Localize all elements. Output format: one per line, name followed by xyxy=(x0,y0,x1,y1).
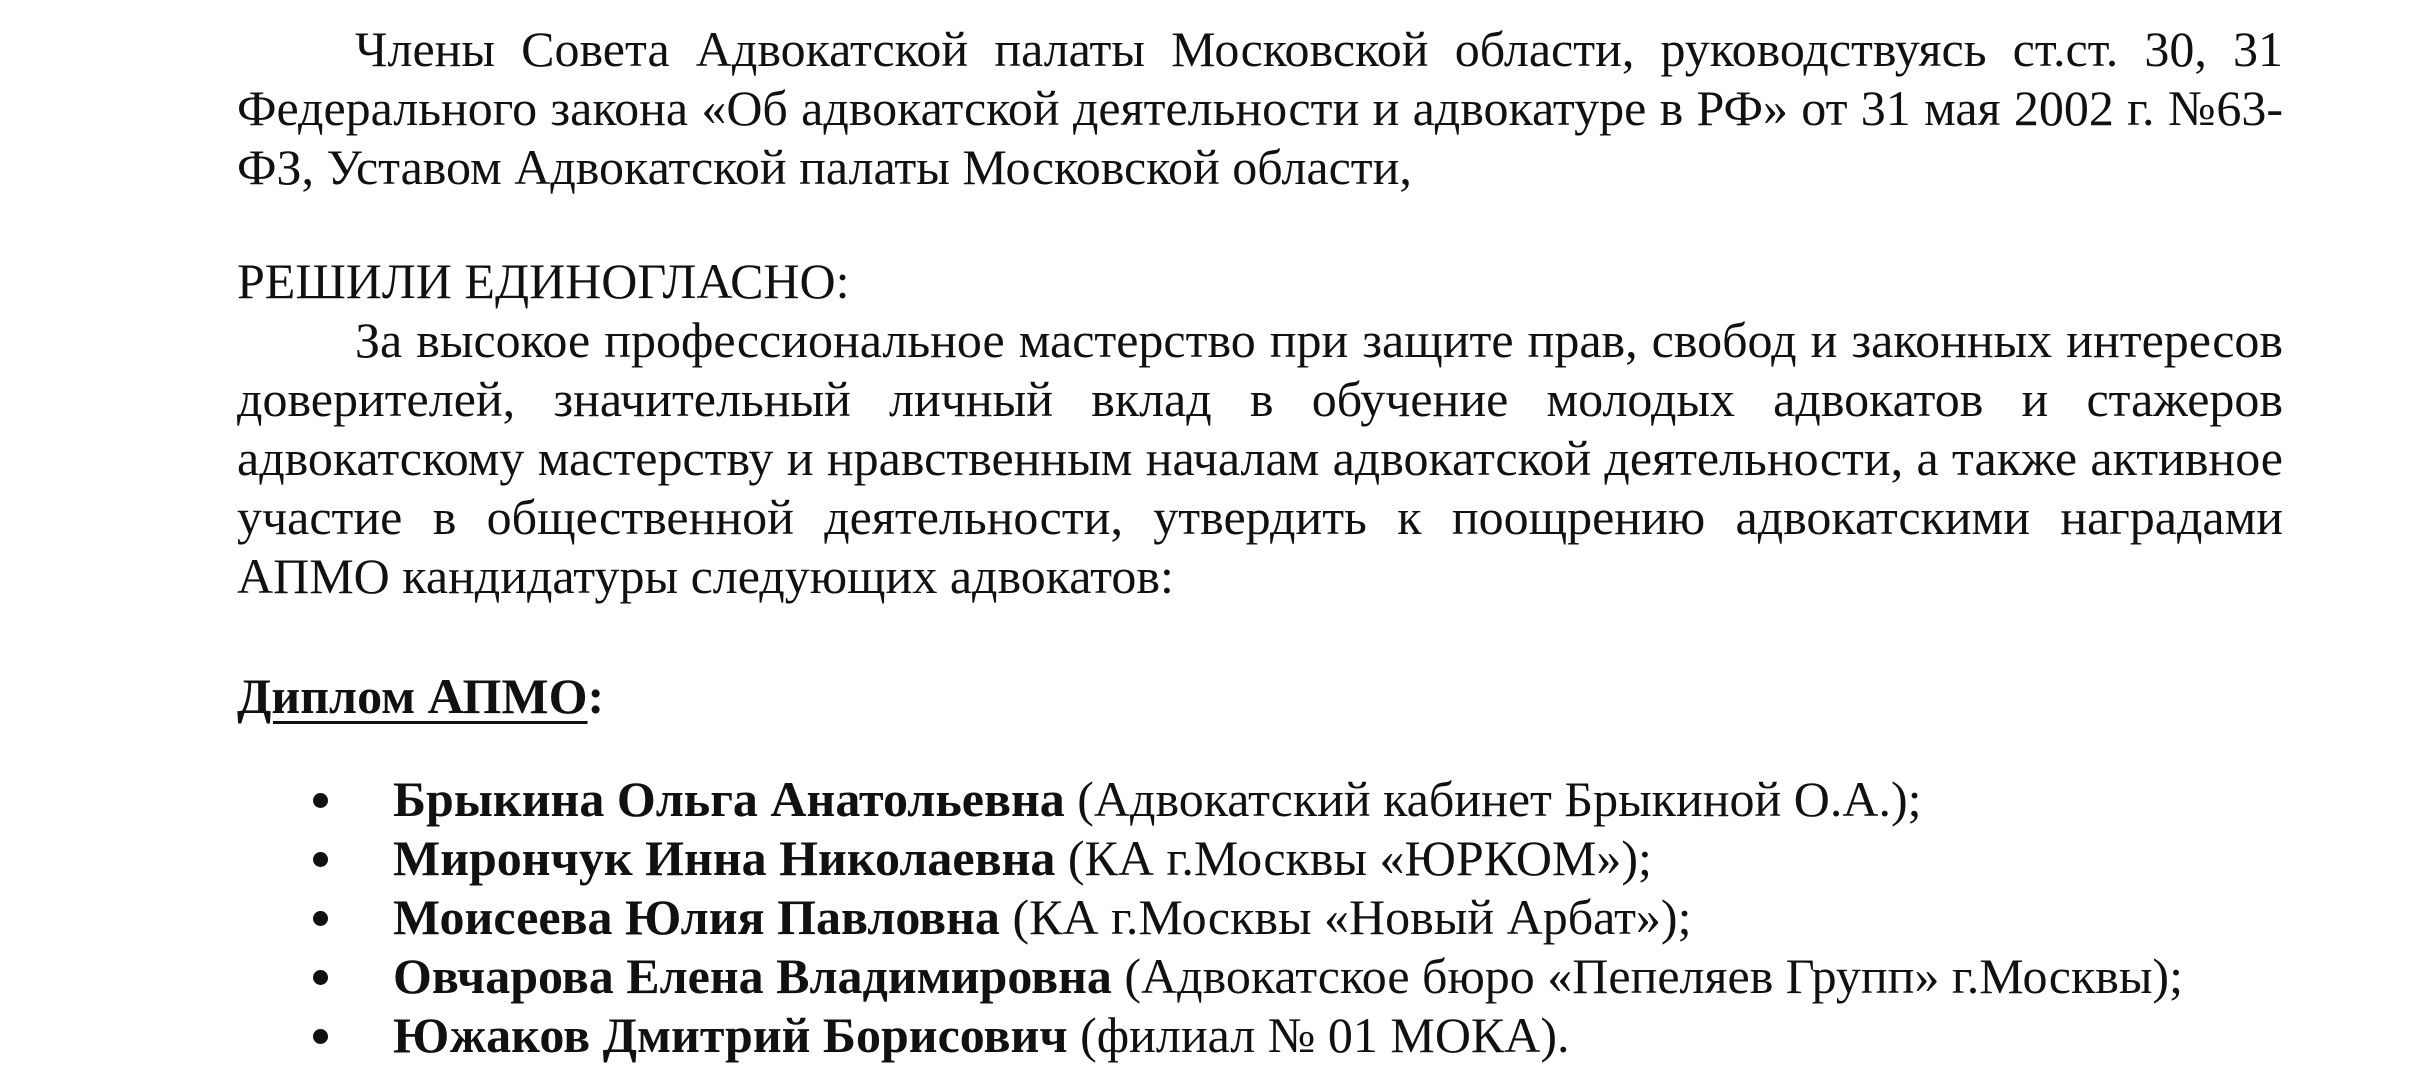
bullet-icon xyxy=(313,1029,328,1044)
list-item xyxy=(237,770,2183,829)
bullet-icon xyxy=(313,911,328,926)
intro-paragraph: Члены Совета Адвокатской палаты Московской области, руководствуясь ст.ст. 30, 31 Федерального закона «Об адвокатской деятельности и адвокатуре в РФ» от 31 мая 2002 г. №63-ФЗ, Уставом Адвокатской палаты Московской области, xyxy=(237,21,2283,195)
recipient-organization: (КА г.Москвы «ЮРКОМ»); xyxy=(1055,830,1652,886)
bullet-icon xyxy=(313,970,328,985)
recipient-name: Овчарова Елена Владимировна xyxy=(393,948,1112,1004)
recipient-name: Брыкина Ольга Анатольевна xyxy=(393,771,1065,827)
recipient-organization: (КА г.Москвы «Новый Арбат»); xyxy=(999,889,1692,945)
recipient-name: Мирончук Инна Николаевна xyxy=(393,830,1056,886)
list-item xyxy=(237,888,2183,947)
recipient-organization: (Адвокатский кабинет Брыкиной О.А.); xyxy=(1064,771,1922,827)
recipient-name: Моисеева Юлия Павловна xyxy=(393,889,1000,945)
diploma-heading-text: Диплом АПМО xyxy=(237,668,588,724)
diploma-heading-colon: : xyxy=(587,668,605,724)
list-item xyxy=(237,947,2183,1006)
recipient-name: Южаков Дмитрий Борисович xyxy=(393,1007,1068,1063)
recipient-list xyxy=(237,770,2183,1065)
decision-heading: РЕШИЛИ ЕДИНОГЛАСНО: xyxy=(237,253,850,309)
bullet-icon xyxy=(313,852,328,867)
diploma-heading xyxy=(237,667,604,726)
recipient-organization: (Адвокатское бюро «Пепеляев Групп» г.Москвы); xyxy=(1111,948,2183,1004)
decision-paragraph: За высокое профессиональное мастерство при защите прав, свобод и законных интересов доверителей, значительный личный вклад в обучение молодых адвокатов и стажеров адвокатскому мастерству и нравственным началам адвокатской деятельности, а также активное участие в общественной деятельности, утвердить к поощрению адвокатскими наградами АПМО кандидатуры следующих адвокатов: xyxy=(237,312,2283,604)
list-item xyxy=(237,1006,2183,1065)
list-item xyxy=(237,829,2183,888)
recipient-organization: (филиал № 01 МОКА). xyxy=(1067,1007,1570,1063)
bullet-icon xyxy=(313,793,328,808)
